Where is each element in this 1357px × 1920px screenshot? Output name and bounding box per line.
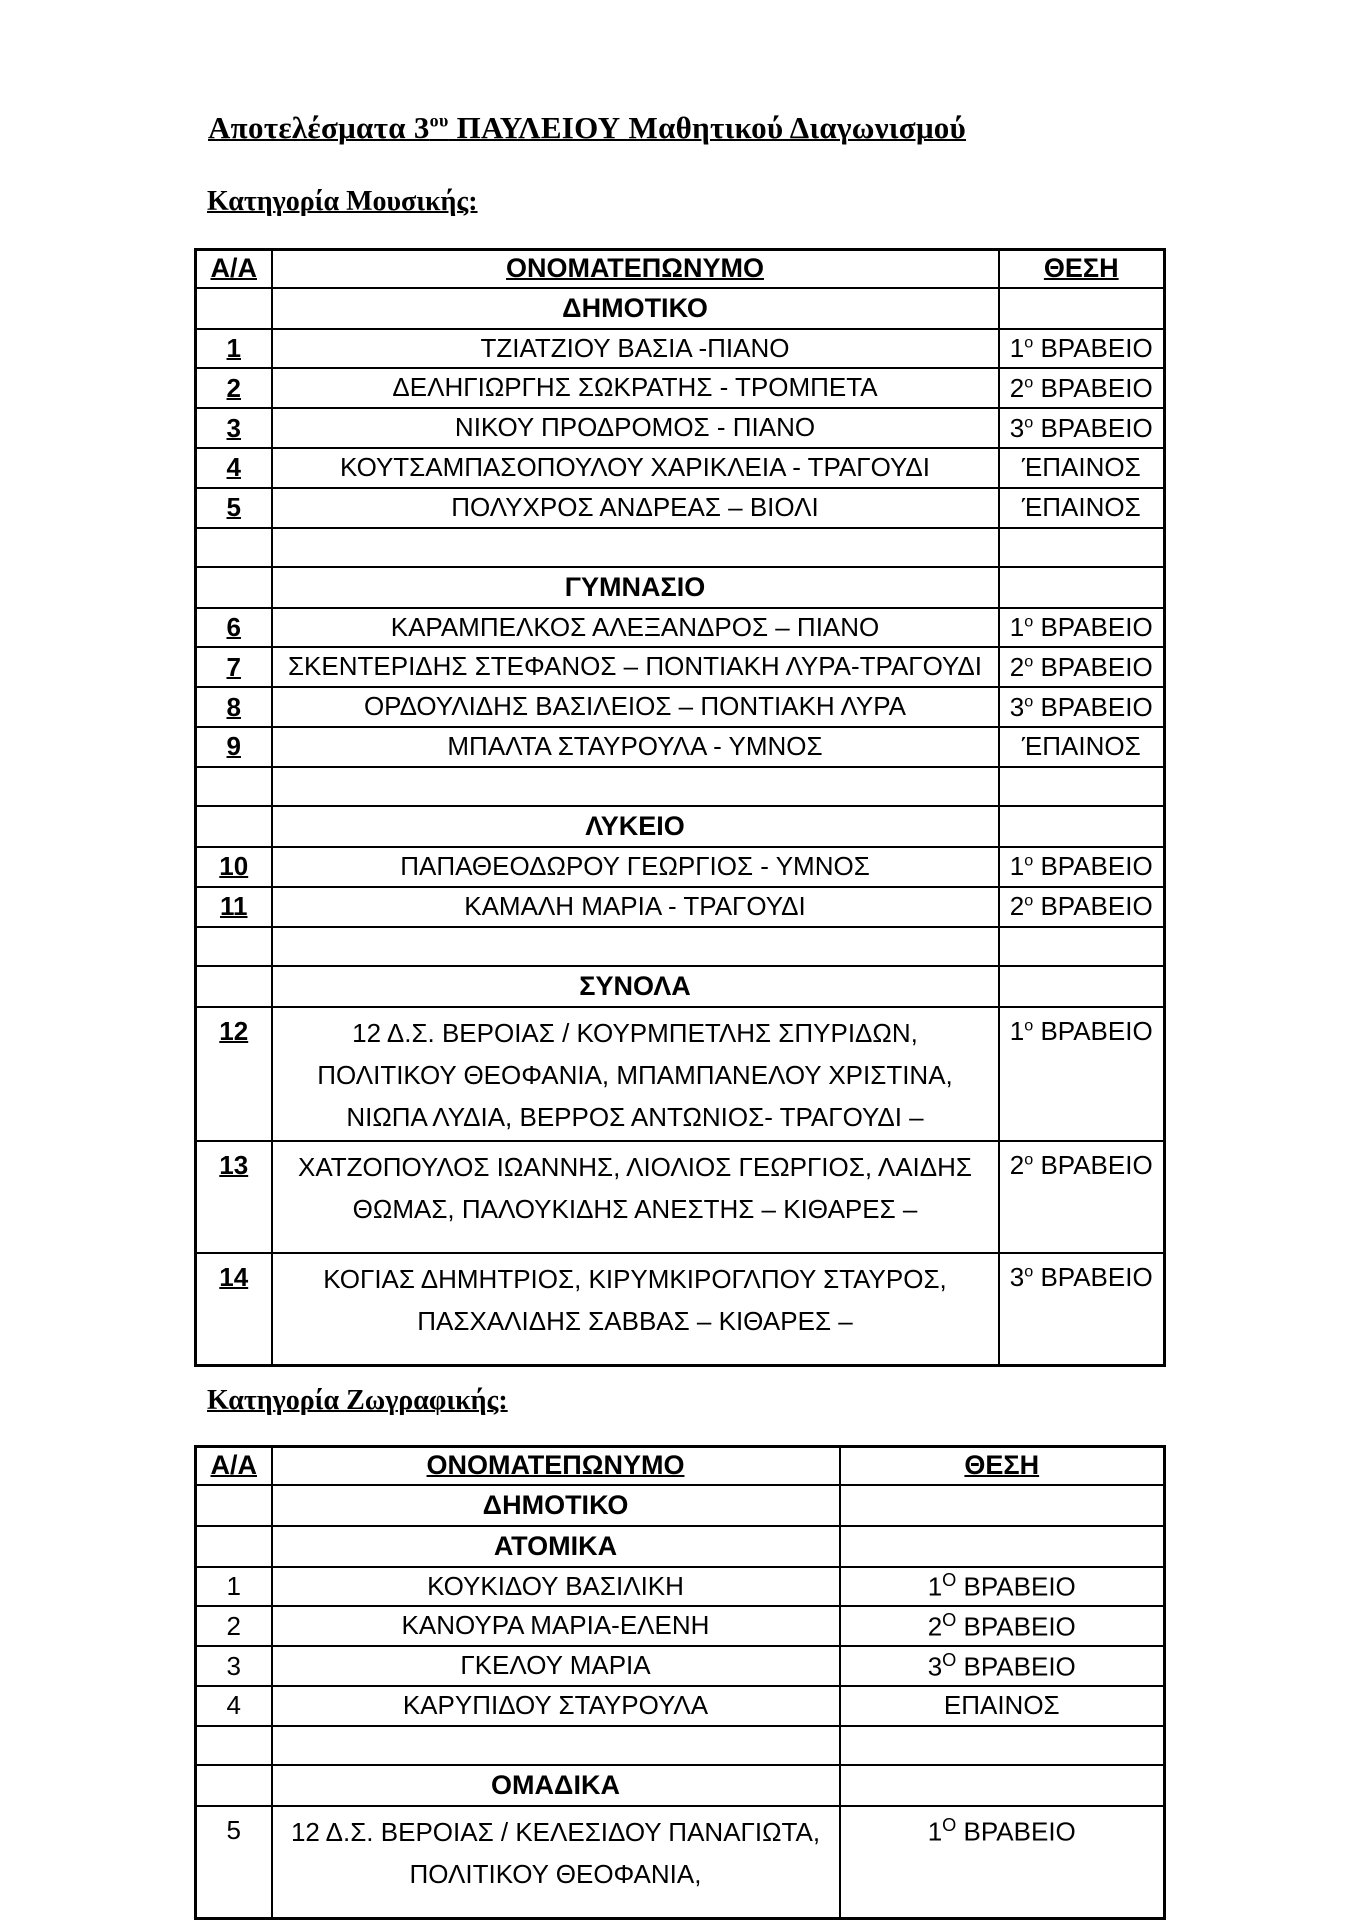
column-header-position-label: ΘΕΣΗ [964,1450,1040,1481]
award-cell: $2^O$ ΒΡΑΒΕΙΟ [840,1606,1165,1646]
index-cell [196,1726,272,1765]
award-cell: $2^o$ ΒΡΑΒΕΙΟ [999,647,1165,687]
result-row [196,887,1165,927]
name-cell: ΠΑΠΑΘΕΟΔΩΡΟΥ ΓΕΩΡΓΙΟΣ - ΥΜΝΟΣ [272,847,999,887]
document-title [208,110,966,146]
name-cell: ΣΚΕΝΤΕΡΙΔΗΣ ΣΤΕΦΑΝΟΣ – ΠΟΝΤΙΑΚΗ ΛΥΡΑ-ΤΡΑΓΟΥΔΙ [272,647,999,687]
ordinal-superscript: Ο [942,1649,957,1670]
index-cell [196,847,272,887]
section-label-cell [272,567,999,608]
index-cell [196,647,272,687]
name-cell: ΓΚΕΛΟΥ ΜΑΡΙΑ [272,1646,840,1686]
section-header-row [196,288,1165,329]
column-header-index-label: Α/Α [210,253,257,284]
document-title-text: ΠΑΥΛΕΙΟΥ Μαθητικού Διαγωνισμού [448,110,967,145]
index-cell [196,1526,272,1567]
index-cell [196,408,272,448]
award-cell: ΈΠΑΙΝΟΣ [999,448,1165,488]
column-header-position-label: ΘΕΣΗ [1043,253,1119,284]
award-cell: $2^o$ ΒΡΑΒΕΙΟ [999,887,1165,927]
award-cell: ΕΠΑΙΝΟΣ [840,1686,1165,1726]
ordinal-superscript: ο [1024,851,1034,870]
award-cell [840,1485,1165,1526]
index-cell [196,1806,272,1919]
row-number: 4 [226,452,241,483]
index-cell [196,767,272,806]
music-category-heading: Κατηγορία Μουσικής: [207,186,478,217]
result-row [196,647,1165,687]
award-cell [999,927,1165,966]
index-cell [196,1253,272,1366]
result-row [196,608,1165,648]
row-number: 14 [219,1261,249,1292]
award-cell: $1^O$ ΒΡΑΒΕΙΟ [840,1806,1165,1919]
row-number: 2 [226,372,241,403]
section-label: ΣΥΝΟΛΑ [579,970,691,1001]
index-cell [196,806,272,847]
result-row [196,1007,1165,1141]
ordinal-superscript: ο [1024,412,1034,431]
row-number: 10 [219,851,249,882]
award-cell [840,1526,1165,1567]
column-header-position [999,250,1165,288]
result-row [196,687,1165,727]
name-cell: ΧΑΤΖΟΠΟΥΛΟΣ ΙΩΑΝΝΗΣ, ΛΙΟΛΙΟΣ ΓΕΩΡΓΙΟΣ, ΛΑΙΔΗΣ ΘΩΜΑΣ, ΠΑΛΟΥΚΙΔΗΣ ΑΝΕΣΤΗΣ – ΚΙΘΑΡΕΣ – [272,1141,999,1253]
section-label: ΓΥΜΝΑΣΙΟ [564,571,706,602]
table-header [196,250,1165,288]
result-row [196,1686,1165,1726]
ordinal-superscript: ο [1024,891,1034,910]
name-cell: 12 Δ.Σ. ΒΕΡΟΙΑΣ / ΚΟΥΡΜΠΕΤΛΗΣ ΣΠΥΡΙΔΩΝ, ΠΟΛΙΤΙΚΟΥ ΘΕΟΦΑΝΙΑ, ΜΠΑΜΠΑΝΕΛΟΥ ΧΡΙΣΤΙΝΑ, ΝΙΩΠΑ ΛΥΔΙΑ, ΒΕΡΡΟΣ ΑΝΤΩΝΙΟΣ- ΤΡΑΓΟΥΔΙ – [272,1007,999,1141]
name-cell [272,927,999,966]
result-row [196,847,1165,887]
ordinal-superscript: ο [1024,1261,1034,1280]
award-cell [840,1765,1165,1806]
row-number: 1 [226,1571,241,1602]
name-cell: ΚΟΥΚΙΔΟΥ ΒΑΣΙΛΙΚΗ [272,1567,840,1607]
award-cell [999,767,1165,806]
award-cell [999,528,1165,567]
award-cell [999,288,1165,329]
award-cell: $1^O$ ΒΡΑΒΕΙΟ [840,1567,1165,1607]
row-number: 4 [226,1690,241,1721]
ordinal-superscript: ο [1024,652,1034,671]
result-row [196,329,1165,369]
result-row [196,1141,1165,1253]
index-cell [196,1007,272,1141]
section-header-row [196,966,1165,1007]
spacer-row [196,528,1165,567]
section-label: ΛΥΚΕΙΟ [585,810,685,841]
row-number: 5 [226,492,241,523]
index-cell [196,687,272,727]
column-header-index-label: Α/Α [210,1450,257,1481]
award-cell: $1^o$ ΒΡΑΒΕΙΟ [999,608,1165,648]
result-row [196,1606,1165,1646]
index-cell [196,368,272,408]
index-cell [196,966,272,1007]
section-label: ΟΜΑΔΙΚΑ [491,1769,620,1800]
spacer-row [196,1726,1165,1765]
index-cell [196,1141,272,1253]
row-number: 3 [226,1650,241,1681]
award-cell [999,966,1165,1007]
table-body [196,1485,1165,1919]
name-cell: ΔΕΛΗΓΙΩΡΓΗΣ ΣΩΚΡΑΤΗΣ - ΤΡΟΜΠΕΤΑ [272,368,999,408]
row-number: 7 [226,651,241,682]
row-number: 9 [226,731,241,762]
ordinal-superscript: ο [1024,373,1034,392]
name-cell: ΟΡΔΟΥΛΙΔΗΣ ΒΑΣΙΛΕΙΟΣ – ΠΟΝΤΙΑΚΗ ΛΥΡΑ [272,687,999,727]
index-cell [196,727,272,767]
column-header-name [272,1447,840,1485]
index-cell [196,1765,272,1806]
result-row [196,368,1165,408]
section-header-row [196,1485,1165,1526]
row-number: 3 [226,412,241,443]
name-cell: ΚΟΥΤΣΑΜΠΑΣΟΠΟΥΛΟΥ ΧΑΡΙΚΛΕΙΑ - ΤΡΑΓΟΥΔΙ [272,448,999,488]
ordinal-superscript: Ο [942,1814,957,1835]
row-number: 11 [220,891,248,922]
name-cell: ΠΟΛΥΧΡΟΣ ΑΝΔΡΕΑΣ – ΒΙΟΛΙ [272,488,999,528]
index-cell [196,329,272,369]
section-header-row [196,567,1165,608]
header-row [196,250,1165,288]
award-cell: $1^o$ ΒΡΑΒΕΙΟ [999,847,1165,887]
painting-results-table [194,1445,1166,1920]
index-cell [196,567,272,608]
award-cell [840,1726,1165,1765]
ordinal-superscript: ου [429,110,449,131]
name-cell: ΜΠΑΛΤΑ ΣΤΑΥΡΟΥΛΑ - ΥΜΝΟΣ [272,727,999,767]
section-header-row [196,1765,1165,1806]
column-header-name-label: ΟΝΟΜΑΤΕΠΩΝΥΜΟ [506,253,764,284]
award-cell: ΈΠΑΙΝΟΣ [999,488,1165,528]
name-cell: ΤΖΙΑΤΖΙΟΥ ΒΑΣΙΑ -ΠΙΑΝΟ [272,329,999,369]
row-number: 1 [226,332,241,363]
award-cell: $2^o$ ΒΡΑΒΕΙΟ [999,368,1165,408]
award-cell [999,806,1165,847]
section-label-cell [272,966,999,1007]
column-header-position [840,1447,1165,1485]
spacer-row [196,927,1165,966]
table-body [196,288,1165,1366]
award-cell: $3^o$ ΒΡΑΒΕΙΟ [999,408,1165,448]
award-cell: $2^o$ ΒΡΑΒΕΙΟ [999,1141,1165,1253]
section-header-row [196,1526,1165,1567]
column-header-index [196,250,272,288]
result-row [196,408,1165,448]
row-number: 12 [219,1015,249,1046]
section-label: ΑΤΟΜΙΚΑ [493,1530,618,1561]
document-title-text: Αποτελέσματα 3 [208,110,430,145]
index-cell [196,927,272,966]
index-cell [196,608,272,648]
ordinal-superscript: Ο [942,1610,957,1631]
index-cell [196,288,272,329]
result-row [196,1646,1165,1686]
painting-category-heading: Κατηγορία Ζωγραφικής: [207,1385,508,1416]
row-number: 2 [226,1610,241,1641]
award-cell: $1^o$ ΒΡΑΒΕΙΟ [999,1007,1165,1141]
section-label-cell [272,806,999,847]
result-row [196,1567,1165,1607]
name-cell: ΚΑΝΟΥΡΑ ΜΑΡΙΑ-ΕΛΕΝΗ [272,1606,840,1646]
column-header-index [196,1447,272,1485]
name-cell: 12 Δ.Σ. ΒΕΡΟΙΑΣ / ΚΕΛΕΣΙΔΟΥ ΠΑΝΑΓΙΩΤΑ, ΠΟΛΙΤΙΚΟΥ ΘΕΟΦΑΝΙΑ, [272,1806,840,1919]
index-cell [196,488,272,528]
ordinal-superscript: ο [1024,1015,1034,1034]
index-cell [196,1606,272,1646]
name-cell: ΚΑΡΥΠΙΔΟΥ ΣΤΑΥΡΟΥΛΑ [272,1686,840,1726]
award-cell: $3^O$ ΒΡΑΒΕΙΟ [840,1646,1165,1686]
ordinal-superscript: ο [1024,612,1034,631]
row-number: 5 [226,1814,241,1845]
name-cell: ΝΙΚΟΥ ΠΡΟΔΡΟΜΟΣ - ΠΙΑΝΟ [272,408,999,448]
index-cell [196,528,272,567]
result-row [196,448,1165,488]
music-results-table [194,248,1166,1367]
ordinal-superscript: Ο [942,1570,957,1591]
award-cell [999,567,1165,608]
name-cell [272,767,999,806]
section-label: ΔΗΜΟΤΙΚΟ [562,292,708,323]
ordinal-superscript: ο [1024,333,1034,352]
index-cell [196,1485,272,1526]
table-header [196,1447,1165,1485]
ordinal-superscript: ο [1024,692,1034,710]
header-row [196,1447,1165,1485]
name-cell [272,528,999,567]
award-cell: $3^o$ ΒΡΑΒΕΙΟ [999,1253,1165,1366]
section-label-cell [272,288,999,329]
section-header-row [196,806,1165,847]
index-cell [196,1567,272,1607]
section-label-cell [272,1526,840,1567]
row-number: 6 [226,612,241,643]
index-cell [196,1646,272,1686]
column-header-name-label: ΟΝΟΜΑΤΕΠΩΝΥΜΟ [426,1450,685,1481]
name-cell: ΚΟΓΙΑΣ ΔΗΜΗΤΡΙΟΣ, ΚΙΡΥΜΚΙΡΟΓΛΠΟΥ ΣΤΑΥΡΟΣ, ΠΑΣΧΑΛΙΔΗΣ ΣΑΒΒΑΣ – ΚΙΘΑΡΕΣ – [272,1253,999,1366]
result-row [196,1253,1165,1366]
ordinal-superscript: ο [1024,1149,1034,1168]
name-cell [272,1726,840,1765]
name-cell: ΚΑΡΑΜΠΕΛΚΟΣ ΑΛΕΞΑΝΔΡΟΣ – ΠΙΑΝΟ [272,608,999,648]
result-row [196,727,1165,767]
row-number: 8 [226,691,241,722]
column-header-name [272,250,999,288]
index-cell [196,448,272,488]
result-row [196,1806,1165,1919]
section-label-cell [272,1485,840,1526]
section-label: ΔΗΜΟΤΙΚΟ [482,1489,629,1520]
award-cell: ΈΠΑΙΝΟΣ [999,727,1165,767]
award-cell: $1^o$ ΒΡΑΒΕΙΟ [999,329,1165,369]
index-cell [196,887,272,927]
award-cell: $3^o$ ΒΡΑΒΕΙΟ [999,687,1165,727]
index-cell [196,1686,272,1726]
name-cell: ΚΑΜΑΛΗ ΜΑΡΙΑ - ΤΡΑΓΟΥΔΙ [272,887,999,927]
section-label-cell [272,1765,840,1806]
spacer-row [196,767,1165,806]
row-number: 13 [219,1149,249,1180]
result-row [196,488,1165,528]
